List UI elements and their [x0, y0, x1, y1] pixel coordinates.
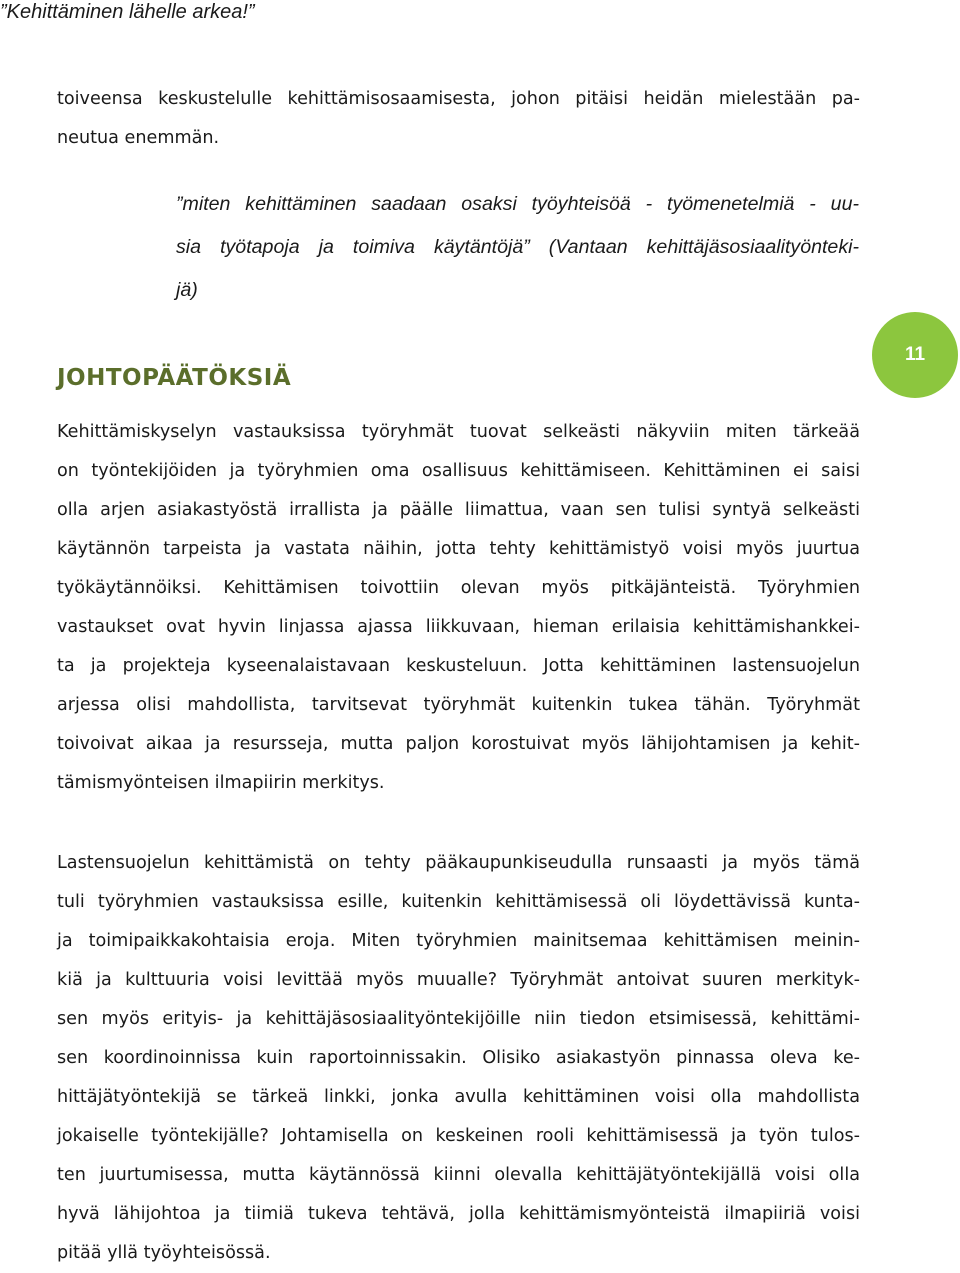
text-line: ten juurtumisessa, mutta käytännössä kiinni olevalla kehittäjätyöntekijällä voisi olla: [57, 1165, 860, 1185]
page-number: 11: [904, 344, 926, 365]
text-line: pitää yllä työyhteisössä.: [57, 1243, 271, 1263]
text-line: tämismyönteisen ilmapiirin merkitys.: [57, 773, 385, 793]
conclusions-paragraph-2: [57, 844, 860, 1273]
text-line: ta ja projekteja kyseenalaistavaan keskusteluun. Jotta kehittäminen lastensuojelun: [57, 656, 860, 676]
text-line: sen myös erityis- ja kehittäjäsosiaalityöntekijöille niin tiedon etsimisessä, kehittämi-: [57, 1009, 860, 1029]
quote-line: jä): [176, 279, 198, 301]
text-line: hyvä lähijohtoa ja tiimiä tukeva tehtävä, jolla kehittämismyönteistä ilmapiiriä voisi: [57, 1204, 860, 1224]
text-line: käytännön tarpeista ja vastata näihin, jotta tehty kehittämistyö voisi myös juurtua: [57, 539, 860, 559]
quote-block: [176, 183, 859, 312]
text-line: ja toimipaikkakohtaisia eroja. Miten työryhmien mainitsemaa kehittämisen meinin-: [57, 931, 860, 951]
text-line: olla arjen asiakastyöstä irrallista ja päälle liimattua, vaan sen tulisi syntyä selkeästi: [57, 500, 860, 520]
text-line: Kehittämiskyselyn vastauksissa työryhmät tuovat selkeästi näkyviin miten tärkeää: [57, 422, 860, 442]
conclusions-paragraph-1: [57, 413, 860, 803]
text-line: toiveensa keskustelulle kehittämisosaamisesta, johon pitäisi heidän mielestään pa-: [57, 89, 860, 109]
page-number-badge: [872, 312, 958, 398]
text-line: neutua enemmän.: [57, 128, 220, 148]
text-line: kiä ja kulttuuria voisi levittää myös muualle? Työryhmät antoivat suuren merkityk-: [57, 970, 860, 990]
text-line: sen koordinoinnissa kuin raportoinnissakin. Olisiko asiakastyön pinnassa oleva ke-: [57, 1048, 860, 1068]
running-header-title: ”Kehittäminen lähelle arkea!”: [0, 1, 255, 23]
quote-line: sia työtapoja ja toimiva käytäntöjä” (Vantaan kehittäjäsosiaalityönteki-: [176, 236, 859, 258]
text-line: vastaukset ovat hyvin linjassa ajassa liikkuvaan, hieman erilaisia kehittämishankkei-: [57, 617, 860, 637]
section-heading: JOHTOPÄÄTÖKSIÄ: [57, 365, 292, 391]
text-line: arjessa olisi mahdollista, tarvitsevat työryhmät kuitenkin tukea tähän. Työryhmät: [57, 695, 860, 715]
text-line: jokaiselle työntekijälle? Johtamisella on keskeinen rooli kehittämisessä ja työn tulos-: [57, 1126, 860, 1146]
text-line: Lastensuojelun kehittämistä on tehty pääkaupunkiseudulla runsaasti ja myös tämä: [57, 853, 860, 873]
text-line: työkäytännöiksi. Kehittämisen toivottiin olevan myös pitkäjänteistä. Työryhmien: [57, 578, 860, 598]
text-line: on työntekijöiden ja työryhmien oma osallisuus kehittämiseen. Kehittäminen ei saisi: [57, 461, 860, 481]
text-line: toivoivat aikaa ja resursseja, mutta paljon korostuivat myös lähijohtamisen ja kehit-: [57, 734, 860, 754]
quote-line: ”miten kehittäminen saadaan osaksi työyhteisöä - työmenetelmiä - uu-: [176, 193, 859, 215]
text-line: tuli työryhmien vastauksissa esille, kuitenkin kehittämisessä oli löydettävissä kunta-: [57, 892, 860, 912]
text-line: hittäjätyöntekijä se tärkeä linkki, jonka avulla kehittäminen voisi olla mahdollista: [57, 1087, 860, 1107]
intro-paragraph: [57, 80, 860, 158]
